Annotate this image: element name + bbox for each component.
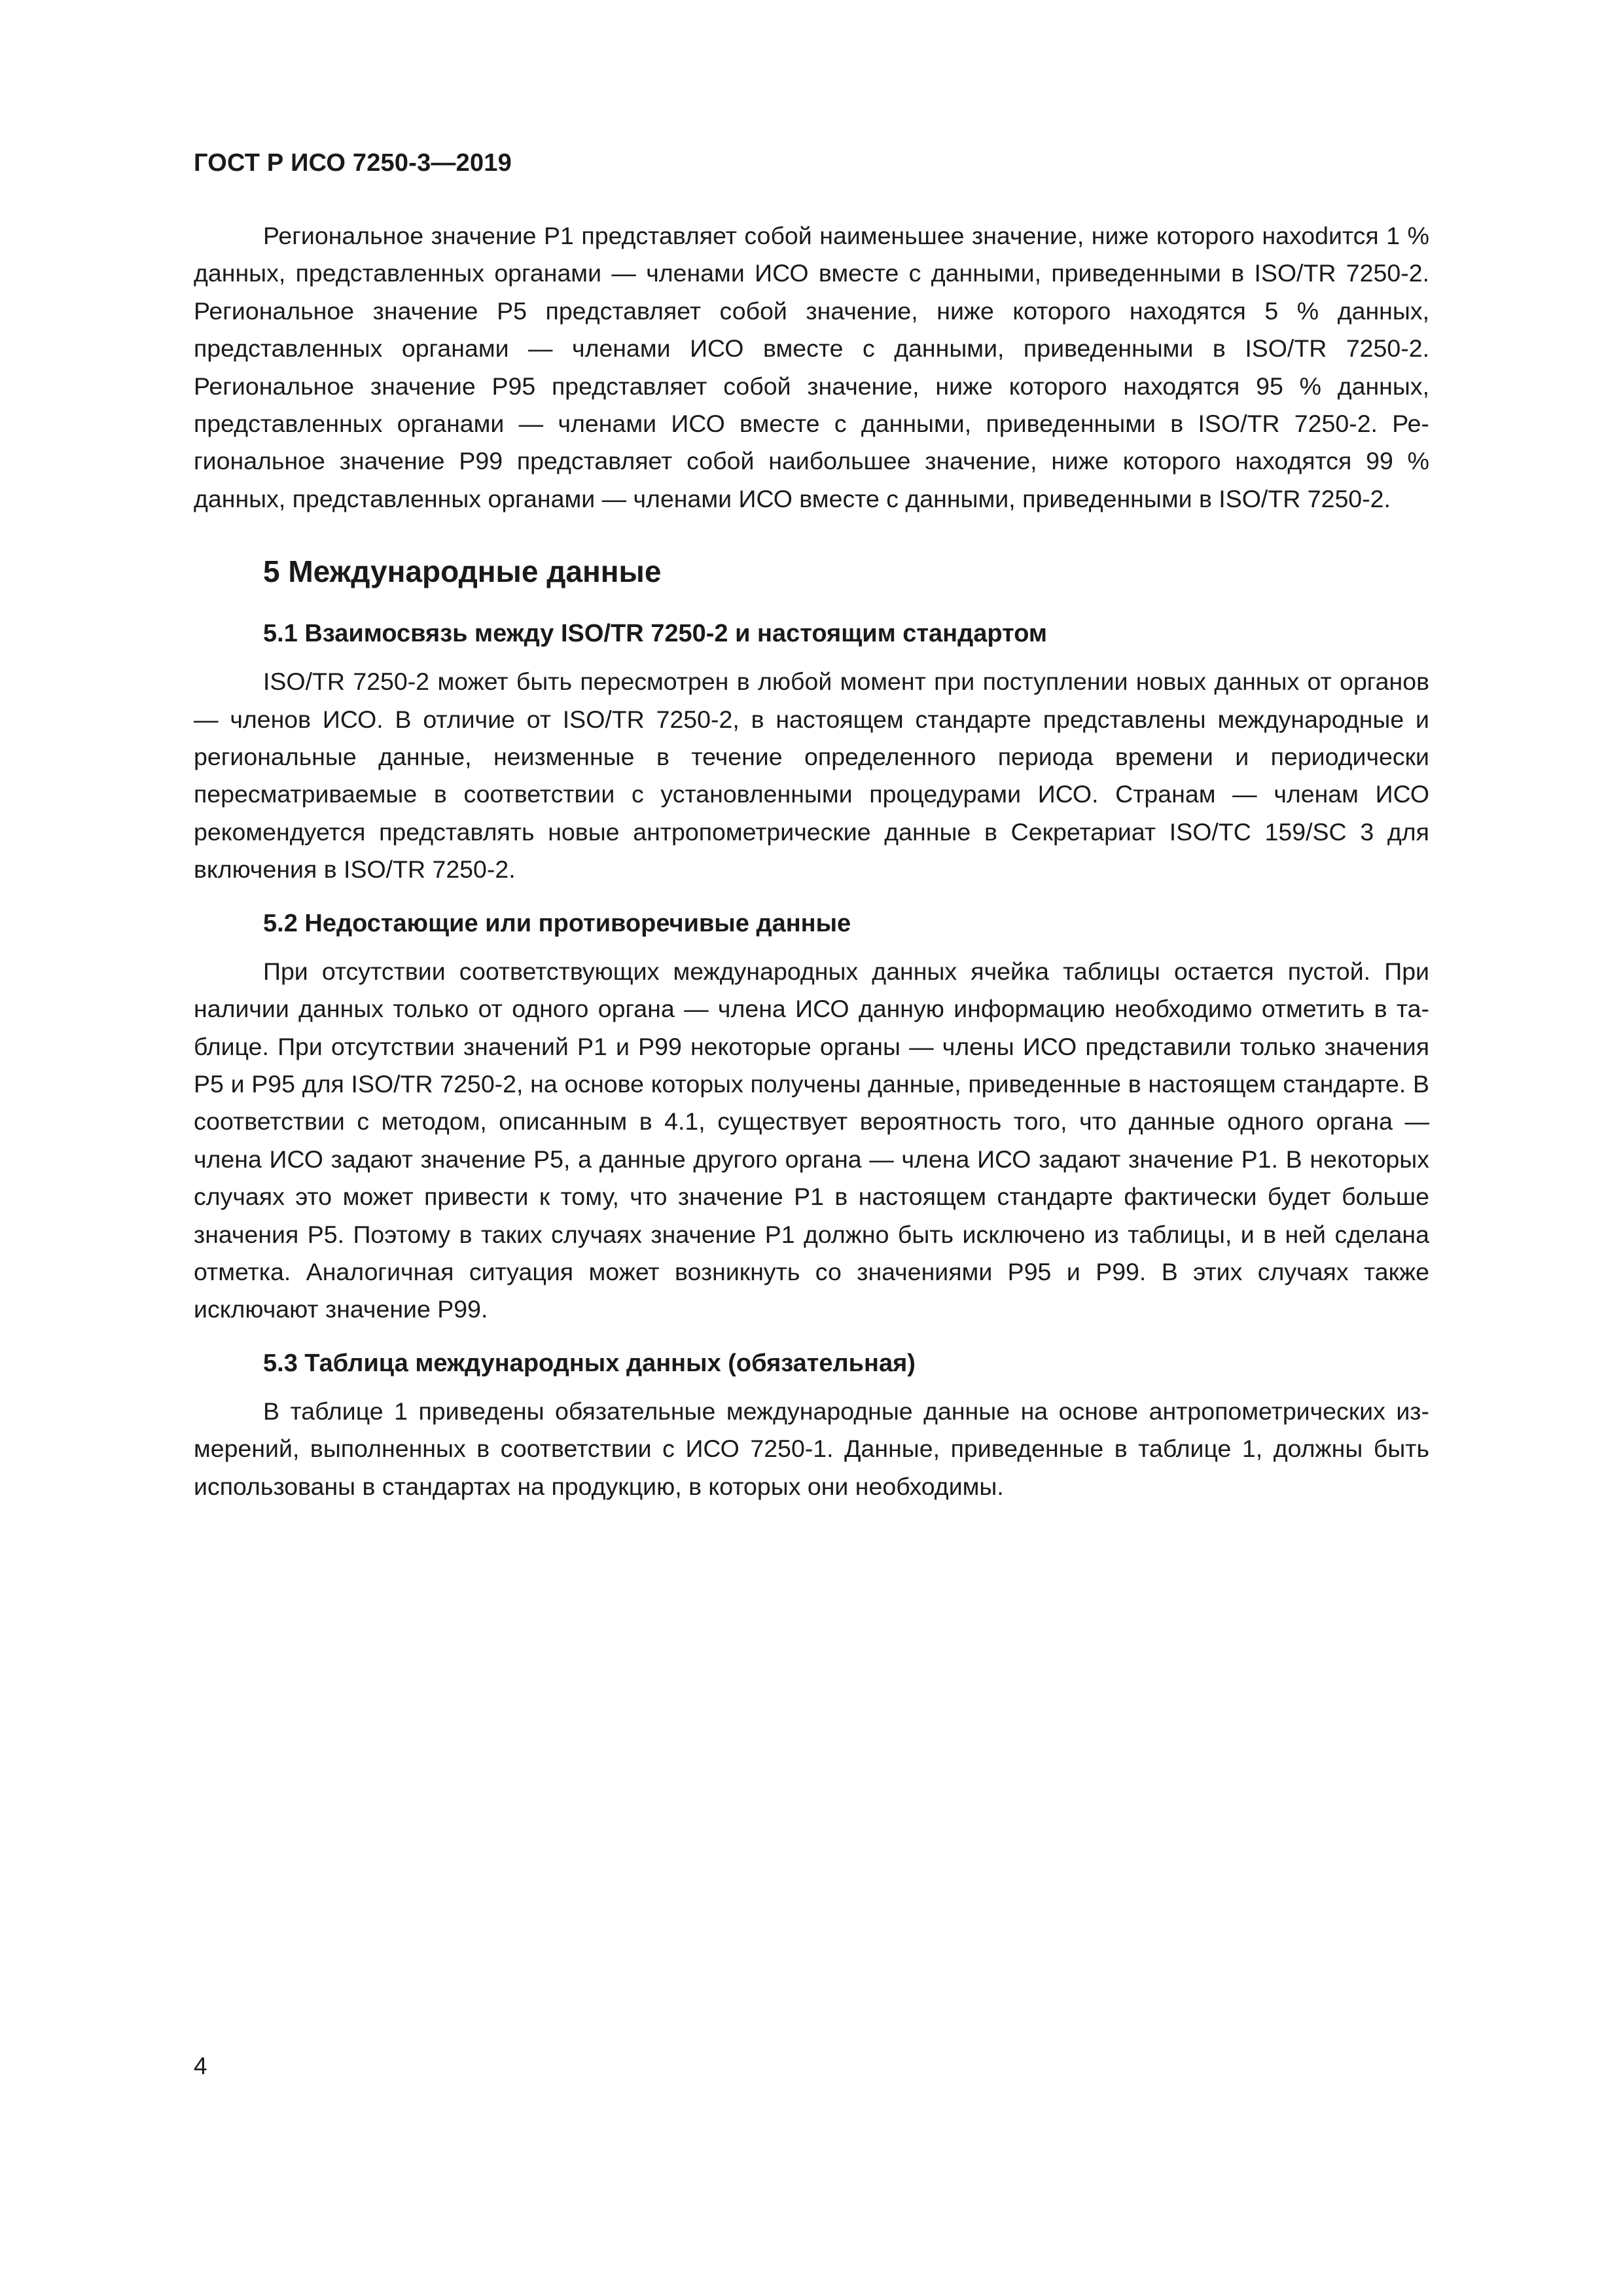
intro-paragraph: Региональное значение Р1 представляет собой наименьшее значение, ниже которого нахоdится 1 % данных, представленных органами — членами ИСО вместе с данными, приведенными в ISO/TR 7250-2. Региональное значение Р5 представляет собой значение, ниже которого находятся 5 % данных, представленных органами — членами ИСО вместе с данными, приведенными в ISO/TR 7250-2. Региональное значение Р95 представляет собой значение, ниже которого находятся 95 % данных, представленных органами — членами ИСО вместе с данными, приведенными в ISO/TR 7250-2. Региональное значение Р99 представляет собой наибольшее значение, ниже которого находятся 99 % данных, представленных органами — членами ИСО вместе с данными, приведенными в ISO/TR 7250-2. xyxy=(194,222,1429,512)
page-number: 4 xyxy=(194,2053,207,2079)
section-5-3-heading: 5.3 Таблица международных данных (обязательная) xyxy=(263,1349,916,1377)
section-5-1-paragraph: ISO/TR 7250-2 может быть пересмотрен в любой момент при поступлении новых данных от органов — членов ИСО. В отличие от ISO/TR 7250-2, в настоящем стандарте представлены международные и региональные данные, неизменные в течение определенного периода времени и периодически пересматриваемые в соответствии с установленными процедурами ИСО. Странам — членам ИСО рекомендуется представлять новые антропометрические данные в Секретариат ISO/TC 159/SC 3 для включения в ISO/TR 7250-2. xyxy=(194,668,1429,884)
running-header: ГОСТ Р ИСО 7250-3—2019 xyxy=(194,149,512,177)
page-body xyxy=(194,217,1429,1505)
section-5-2-paragraph: При отсутствии соответствующих международных данных ячейка таблицы остается пустой. При наличии данных только от одного органа — члена ИСО данную информацию необходимо отметить в таблице. При отсутствии значений Р1 и Р99 некоторые органы — члены ИСО представили только значения Р5 и Р95 для ISO/TR 7250-2, на основе которых получены данные, приведенные в настоящем стандарте. В соответствии с методом, описанным в 4.1, существует вероятность того, что данные одного органа — члена ИСО задают значение Р5, а данные другого органа — члена ИСО задают значение Р1. В некоторых случаях это может привести к тому, что значение Р1 в настоящем стандарте фактически будет больше значения Р5. Поэтому в таких случаях значение Р1 должно быть исключено из таблицы, и в ней сделана отметка. Аналогичная ситуация может возникнуть со значениями Р95 и Р99. В этих случаях также исключают значение Р99. xyxy=(194,957,1429,1323)
section-5-heading: 5 Международные данные xyxy=(263,554,662,589)
section-5-3-paragraph: В таблице 1 приведены обязательные международные данные на основе антропометрических измерений, выполненных в соответствии с ИСО 7250-1. Данные, приведенные в таблице 1, должны быть использованы в стандартах на продукцию, в которых они необходимы. xyxy=(194,1397,1429,1500)
section-5-1-heading: 5.1 Взаимосвязь между ISO/TR 7250-2 и настоящим стандартом xyxy=(263,620,1048,648)
section-5-2-heading: 5.2 Недостающие или противоречивые данные xyxy=(263,909,851,937)
